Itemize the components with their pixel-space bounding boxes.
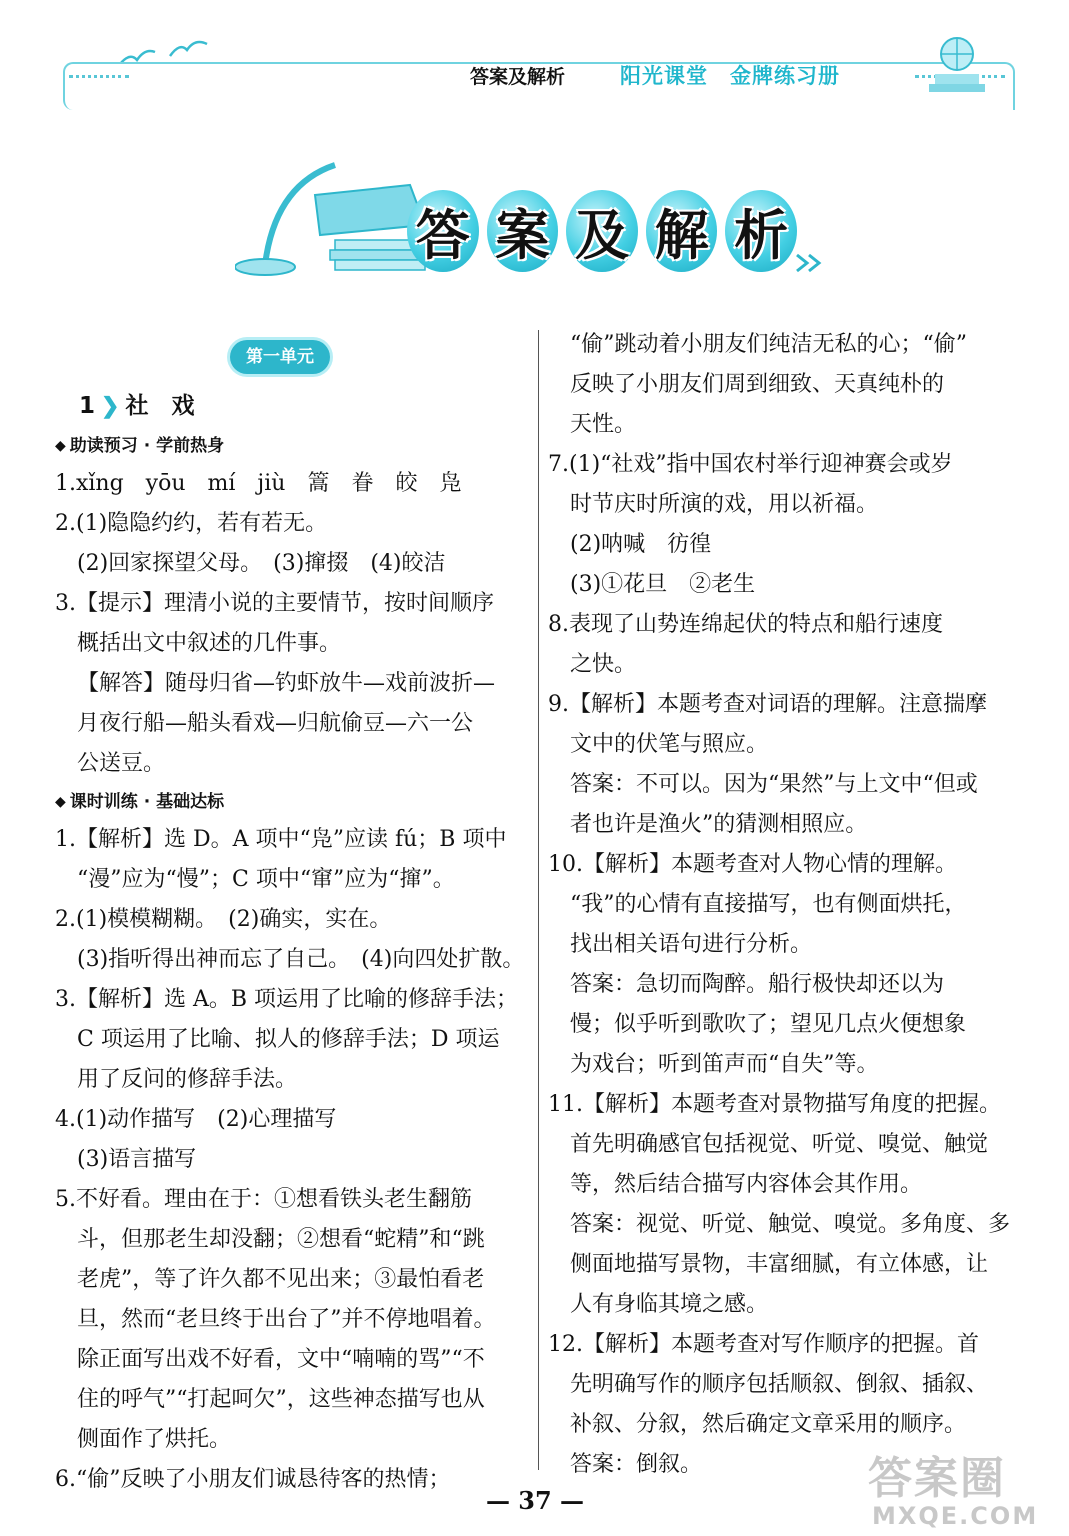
answer-line: 5.不好看。理由在于：①想看铁头老生翻筋 [55, 1187, 472, 1212]
answer-line: 月夜行船—船头看戏—归航偷豆—六一公 [77, 711, 474, 736]
answer-line: 概括出文中叙述的几件事。 [77, 631, 342, 656]
answer-line: 【解答】随母归省—钓虾放牛—戏前波折— [77, 671, 496, 696]
answer-line: 3.【解析】选 A。B 项运用了比喻的修辞手法； [55, 987, 519, 1012]
diamond-icon: ◆ [55, 794, 66, 810]
answer-line: 12.【解析】本题考查对写作顺序的把握。首 [548, 1332, 979, 1357]
answer-line: 找出相关语句进行分析。 [570, 932, 813, 957]
answer-line: 4.(1)动作描写 (2)心理描写 [55, 1107, 337, 1132]
answer-line: 2.(1)隐隐约约，若有若无。 [55, 511, 328, 536]
banner-char: 及 [566, 190, 638, 272]
answer-line: 答案：倒叙。 [570, 1452, 703, 1477]
answer-line: 斗，但那老生却没翻；②想看“蛇精”和“跳 [77, 1227, 485, 1252]
answer-line: 首先明确感官包括视觉、听觉、嗅觉、触觉 [570, 1132, 989, 1157]
answer-line: 1.xǐng yōu mí jiù 篙 眷 皎 凫 [55, 471, 462, 496]
answer-line: “偷”跳动着小朋友们纯洁无私的心；“偷” [570, 332, 967, 357]
answer-line: 补叙、分叙，然后确定文章采用的顺序。 [570, 1412, 967, 1437]
answer-line: (3)①花旦 ②老生 [570, 572, 756, 597]
answer-line: 慢；似乎听到歌吹了；望见几点火便想象 [570, 1012, 967, 1037]
banner-char: 案 [487, 190, 559, 272]
answer-line: 11.【解析】本题考查对景物描写角度的把握。 [548, 1092, 1001, 1117]
chevron-right-icon: ❯ [101, 393, 120, 419]
answer-line: 老虎”，等了许久都不见出来；③最怕看老 [77, 1267, 485, 1292]
chevrons-icon [795, 253, 835, 273]
answer-line: 6.“偷”反映了小朋友们诚恳待客的热情； [55, 1467, 451, 1492]
lesson-heading [55, 386, 525, 426]
brand-book: 金牌练习册 [730, 63, 840, 88]
answer-line: (2)呐喊 彷徨 [570, 532, 712, 557]
answer-line: 文中的伏笔与照应。 [570, 732, 769, 757]
answer-line: 侧面作了烘托。 [77, 1427, 232, 1452]
answer-line: “漫”应为“慢”；C 项中“窜”应为“撺”。 [77, 867, 455, 892]
answer-line: 等，然后结合描写内容体会其作用。 [570, 1172, 923, 1197]
answer-line: 侧面地描写景物，丰富细腻，有立体感，让 [570, 1252, 989, 1277]
section-title: 助读预习 · 学前热身 [69, 436, 225, 456]
answer-line: 答案：急切而陶醉。船行极快却还以为 [570, 972, 945, 997]
diamond-icon: ◆ [55, 438, 66, 454]
answer-line: 8.表现了山势连绵起伏的特点和船行速度 [548, 612, 943, 637]
answer-line: 用了反问的修辞手法。 [77, 1067, 298, 1092]
answer-line: (3)语言描写 [77, 1147, 197, 1172]
banner-char: 解 [646, 190, 718, 272]
header-title: 答案及解析 [470, 66, 566, 88]
answer-line: 人有身临其境之感。 [570, 1292, 769, 1317]
unit-badge: 第一单元 [230, 340, 330, 374]
globe-icon [915, 28, 995, 98]
answer-line: 答案：视觉、听觉、触觉、嗅觉。多角度、多 [570, 1212, 1011, 1237]
banner-char: 析 [725, 190, 797, 272]
answer-line: 7.(1)“社戏”指中国农村举行迎神赛会或岁 [548, 452, 953, 477]
watermark-top: 答案圈 [868, 1453, 1006, 1504]
left-column [55, 330, 525, 1500]
page-header [55, 20, 1015, 100]
answer-line: 10.【解析】本题考查对人物心情的理解。 [548, 852, 957, 877]
banner-title [407, 190, 797, 272]
answer-line: 旦，然而“老旦终于出台了”并不停地唱着。 [77, 1307, 496, 1332]
answer-line: 时节庆时所演的戏，用以祈福。 [570, 492, 879, 517]
watermark-bottom: MXQE.COM [872, 1502, 1039, 1530]
answer-line: 先明确写作的顺序包括顺叙、倒叙、插叙、 [570, 1372, 989, 1397]
answer-line: 反映了小朋友们周到细致、天真纯朴的 [570, 372, 945, 397]
lesson-title: 社 戏 [125, 392, 195, 419]
section-heading [55, 428, 525, 464]
watermark-logo [868, 1455, 1058, 1535]
answer-line: 1.【解析】选 D。A 项中“凫”应读 fú；B 项中 [55, 827, 507, 852]
section-heading [55, 784, 525, 820]
header-brand [620, 60, 840, 90]
answer-line: (3)指听得出神而忘了自己。 (4)向四处扩散。 [77, 947, 525, 972]
answer-line: 公送豆。 [77, 751, 166, 776]
banner-char: 答 [407, 190, 479, 272]
answer-line: 之快。 [570, 652, 637, 677]
section-title: 课时训练 · 基础达标 [69, 792, 225, 812]
lesson-number: 1 [78, 393, 95, 419]
answer-line: 者也许是渔火”的猜测相照应。 [570, 812, 868, 837]
answer-line: 答案：不可以。因为“果然”与上文中“但或 [570, 772, 978, 797]
column-divider [538, 330, 539, 1470]
answer-line: 3.【提示】理清小说的主要情节，按时间顺序 [55, 591, 494, 616]
answer-line: 住的呼气”“打起呵欠”，这些神态描写也从 [77, 1387, 485, 1412]
right-column [548, 325, 1018, 1485]
title-banner [235, 145, 835, 285]
brand-series: 阳光课堂 [620, 63, 708, 88]
answer-line: 天性。 [570, 412, 637, 437]
answer-line: (2)回家探望父母。 (3)撺掇 (4)皎洁 [77, 551, 446, 576]
answer-line: C 项运用了比喻、拟人的修辞手法；D 项运 [77, 1027, 500, 1052]
answer-line: “我”的心情有直接描写，也有侧面烘托， [570, 892, 967, 917]
page-number: — 37 — [485, 1486, 585, 1515]
answer-line: 除正面写出戏不好看，文中“喃喃的骂”“不 [77, 1347, 485, 1372]
answer-line: 2.(1)模模糊糊。 (2)确实，实在。 [55, 907, 392, 932]
answer-line: 9.【解析】本题考查对词语的理解。注意揣摩 [548, 692, 987, 717]
header-dots-left [69, 75, 129, 84]
answer-line: 为戏台；听到笛声而“自失”等。 [570, 1052, 879, 1077]
